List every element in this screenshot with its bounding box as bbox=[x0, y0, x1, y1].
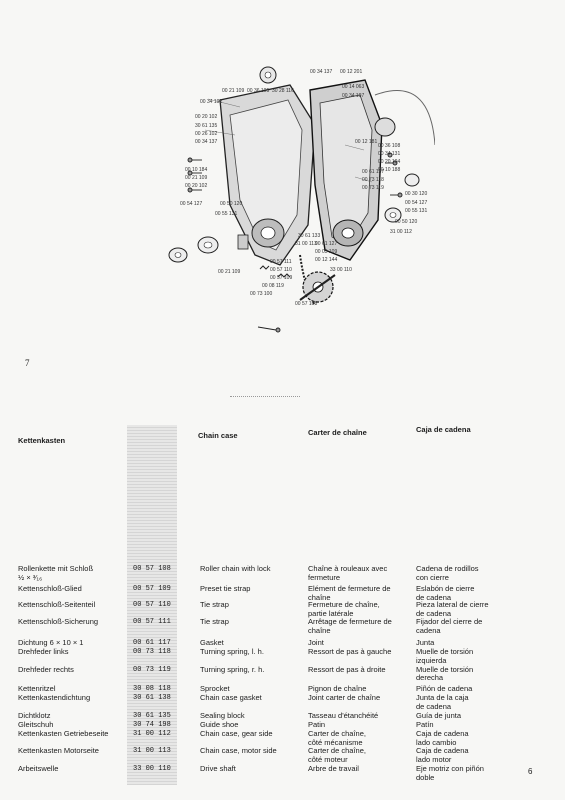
part-number: 00 73 118 bbox=[133, 648, 171, 656]
french-name: Joint bbox=[308, 638, 324, 647]
french-name: Ressort de pas à gauche bbox=[308, 647, 392, 656]
english-name: Preset tie strap bbox=[200, 584, 251, 593]
part-label: 00 50 120 bbox=[395, 219, 418, 225]
german-name: Kettenschloß-Seitenteil bbox=[18, 600, 96, 609]
part-label: 00 12 144 bbox=[315, 257, 338, 263]
spanish-name: lado cambio bbox=[416, 738, 457, 747]
part-number: 31 00 112 bbox=[133, 730, 171, 738]
spanish-name: Pieza lateral de cierre bbox=[416, 600, 489, 609]
page-number: 6 bbox=[528, 767, 533, 776]
part-label: 00 34 137 bbox=[195, 139, 218, 145]
figure-number: 7 bbox=[25, 358, 30, 368]
french-name: Arrêtage de fermeture de bbox=[308, 617, 392, 626]
part-number: 00 57 111 bbox=[133, 618, 171, 626]
part-label: 00 73 100 bbox=[250, 291, 273, 297]
part-label: 00 20 104 bbox=[378, 159, 401, 165]
part-label: 30 61 135 bbox=[195, 123, 218, 129]
part-label: 00 34 137 bbox=[310, 69, 333, 75]
german-name: Dichtung 6 × 10 × 1 bbox=[18, 638, 84, 647]
spanish-name: Piñón de cadena bbox=[416, 684, 473, 693]
part-label: 00 57 110 bbox=[270, 267, 292, 273]
part-number: 00 57 109 bbox=[133, 585, 171, 593]
part-label: 00 30 120 bbox=[405, 191, 428, 197]
german-name: ½ × ³⁄₁₆ bbox=[18, 573, 43, 582]
part-number: 00 57 108 bbox=[133, 565, 171, 573]
part-label: 00 20 102 bbox=[195, 114, 218, 120]
part-number: 00 57 110 bbox=[133, 601, 171, 609]
english-name: Tie strap bbox=[200, 600, 229, 609]
spanish-name: de cadena bbox=[416, 609, 452, 618]
part-label: 00 10 188 bbox=[378, 167, 401, 173]
spanish-name: lado motor bbox=[416, 755, 452, 764]
spanish-name: Caja de cadena bbox=[416, 729, 469, 738]
part-number: 00 61 117 bbox=[133, 639, 171, 647]
part-label: 00 54 127 bbox=[405, 200, 428, 206]
spanish-name: Cadena de rodillos bbox=[416, 564, 479, 573]
part-number: 30 74 198 bbox=[133, 721, 171, 729]
part-label: 00 73 118 bbox=[362, 177, 384, 183]
german-name: Kettenkasten Getriebeseite bbox=[18, 729, 109, 738]
header-french: Carter de chaîne bbox=[308, 428, 367, 437]
english-name: Sprocket bbox=[200, 684, 230, 693]
french-name: Pignon de chaîne bbox=[308, 684, 367, 693]
header-spanish: Caja de cadena bbox=[416, 425, 471, 434]
part-label: 00 36 108 bbox=[378, 143, 401, 149]
part-label: 30 61 133 bbox=[298, 233, 321, 239]
part-label: 00 21 109 bbox=[185, 175, 208, 181]
part-label: 00 34 107 bbox=[342, 93, 365, 99]
part-label: 00 57 111 bbox=[270, 259, 292, 265]
english-name: Turning spring, l. h. bbox=[200, 647, 264, 656]
german-name: Kettenritzel bbox=[18, 684, 56, 693]
spanish-name: doble bbox=[416, 773, 435, 782]
part-label: 33 00 110 bbox=[330, 267, 352, 273]
french-name: côté moteur bbox=[308, 755, 348, 764]
spanish-name: Muelle de torsión bbox=[416, 665, 474, 674]
part-label: 00 05 109 bbox=[315, 249, 338, 255]
part-label: 30 28 116 bbox=[272, 88, 294, 94]
spanish-name: Eje motriz con piñón bbox=[416, 764, 484, 773]
english-name: Chain case, motor side bbox=[200, 746, 277, 755]
french-name: Arbre de travail bbox=[308, 764, 359, 773]
part-label: 00 54 127 bbox=[180, 201, 203, 207]
part-number: 30 08 118 bbox=[133, 685, 171, 693]
spanish-name: Junta bbox=[416, 638, 435, 647]
part-label: 00 61 137 bbox=[362, 169, 385, 175]
english-name: Sealing block bbox=[200, 711, 245, 720]
part-label: 31 00 112 bbox=[390, 229, 412, 235]
french-name: Fermeture de chaîne, bbox=[308, 600, 380, 609]
french-name: Ressort de pas à droite bbox=[308, 665, 386, 674]
part-label: 00 50 120 bbox=[220, 201, 243, 207]
spanish-name: Fijador del cierre de bbox=[416, 617, 483, 626]
divider bbox=[230, 396, 300, 397]
spanish-name: derecha bbox=[416, 673, 444, 682]
english-name: Turning spring, r. h. bbox=[200, 665, 265, 674]
german-name: Kettenkastendichtung bbox=[18, 693, 91, 702]
spanish-name: Junta de la caja bbox=[416, 693, 469, 702]
french-name: fermeture bbox=[308, 573, 341, 582]
part-label: 00 14 063 bbox=[342, 84, 365, 90]
german-name: Dichtklotz bbox=[18, 711, 51, 720]
english-name: Roller chain with lock bbox=[200, 564, 271, 573]
part-label: 00 55 131 bbox=[215, 211, 238, 217]
french-name: Carter de chaîne, bbox=[308, 746, 366, 755]
german-name: Rollenkette mit Schloß bbox=[18, 564, 94, 573]
part-number: 30 61 135 bbox=[133, 712, 171, 720]
part-label: 00 26 102 bbox=[195, 131, 218, 137]
spanish-name: Caja de cadena bbox=[416, 746, 469, 755]
german-name: Kettenkasten Motorseite bbox=[18, 746, 99, 755]
part-label: 00 34 131 bbox=[378, 151, 401, 157]
part-label: 00 20 102 bbox=[185, 183, 208, 189]
french-name: chaîne bbox=[308, 593, 331, 602]
german-name: Drehfeder links bbox=[18, 647, 69, 656]
spanish-name: Patín bbox=[416, 720, 434, 729]
french-name: partie latérale bbox=[308, 609, 354, 618]
exploded-view-diagram bbox=[150, 55, 435, 335]
header-english: Chain case bbox=[198, 431, 238, 440]
part-label: 00 12 201 bbox=[340, 69, 363, 75]
english-name: Gasket bbox=[200, 638, 224, 647]
german-name: Drehfeder rechts bbox=[18, 665, 74, 674]
french-name: chaîne bbox=[308, 626, 331, 635]
french-name: Tasseau d'étanchéité bbox=[308, 711, 379, 720]
french-name: côté mécanisme bbox=[308, 738, 363, 747]
spanish-name: izquierda bbox=[416, 656, 447, 665]
part-label: 00 12 181 bbox=[355, 139, 378, 145]
german-name: Kettenschloß-Sicherung bbox=[18, 617, 99, 626]
english-name: Chain case, gear side bbox=[200, 729, 273, 738]
part-label: 00 55 131 bbox=[405, 208, 428, 214]
spanish-name: cadena bbox=[416, 626, 441, 635]
part-label: 00 73 119 bbox=[362, 185, 384, 191]
part-label: 00 57 108 bbox=[295, 301, 318, 307]
german-name: Kettenschloß-Glied bbox=[18, 584, 82, 593]
part-label: 00 10 184 bbox=[185, 167, 208, 173]
part-number: 00 73 119 bbox=[133, 666, 171, 674]
part-label: 00 21 109 bbox=[218, 269, 241, 275]
german-name: Arbeitswelle bbox=[18, 764, 59, 773]
part-label: 00 21 109 bbox=[222, 88, 245, 94]
english-name: Tie strap bbox=[200, 617, 229, 626]
french-name: Carter de chaîne, bbox=[308, 729, 366, 738]
spanish-name: con cierre bbox=[416, 573, 449, 582]
french-name: Chaîne à rouleaux avec bbox=[308, 564, 388, 573]
english-name: Drive shaft bbox=[200, 764, 236, 773]
part-label: 00 57 109 bbox=[270, 275, 293, 281]
english-name: Guide shoe bbox=[200, 720, 239, 729]
german-name: Gleitschuh bbox=[18, 720, 54, 729]
part-label: 00 61 127 bbox=[315, 241, 338, 247]
spanish-name: de cadena bbox=[416, 702, 452, 711]
part-number: 33 00 110 bbox=[133, 765, 171, 773]
spanish-name: Guía de junta bbox=[416, 711, 462, 720]
spanish-name: Muelle de torsión bbox=[416, 647, 474, 656]
spanish-name: Eslabón de cierre bbox=[416, 584, 475, 593]
part-number: 31 00 113 bbox=[133, 747, 171, 755]
part-label: 31 00 113 bbox=[295, 241, 317, 247]
header-german: Kettenkasten bbox=[18, 436, 66, 445]
french-name: Patin bbox=[308, 720, 326, 729]
english-name: Chain case gasket bbox=[200, 693, 262, 702]
part-label: 00 36 105 bbox=[247, 88, 270, 94]
french-name: Elément de fermeture de bbox=[308, 584, 391, 593]
spanish-name: de cadena bbox=[416, 593, 452, 602]
french-name: Joint carter de chaîne bbox=[308, 693, 381, 702]
part-label: 00 08 119 bbox=[262, 283, 284, 289]
part-number: 30 61 138 bbox=[133, 694, 171, 702]
part-label: 00 34 192 bbox=[200, 99, 223, 105]
